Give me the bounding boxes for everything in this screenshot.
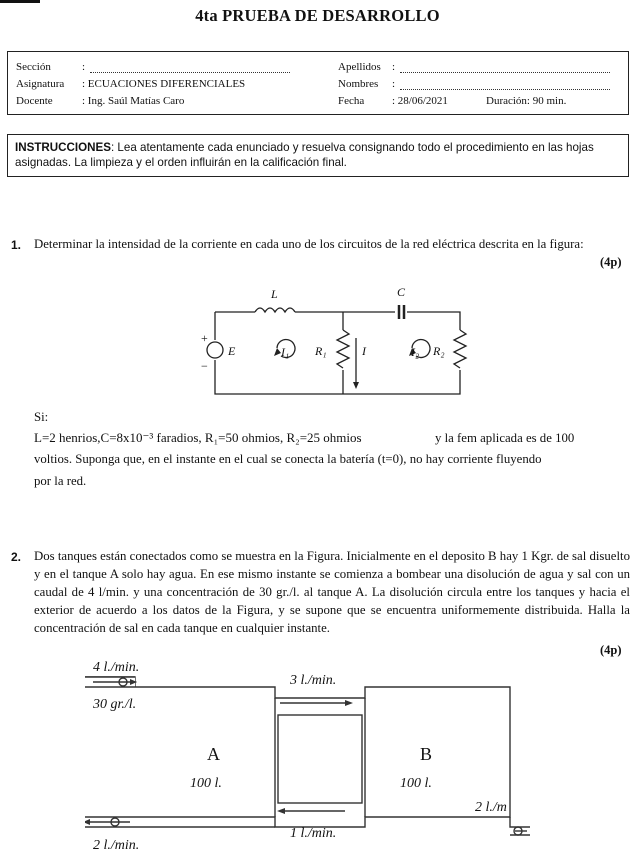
tank-a-vol: 100 l. — [190, 776, 222, 791]
docente-label: Docente — [16, 95, 53, 107]
seccion-field[interactable] — [90, 72, 290, 73]
instructions-heading: INSTRUCCIONES — [15, 141, 111, 154]
q1-math: L=2 henrios,C=8x10⁻³ faradios, R₁=50 ohmios, R₂=25 ohmios — [34, 430, 362, 445]
label-i2: I₂ — [411, 345, 420, 359]
header-rule — [0, 0, 40, 3]
seccion-label: Sección — [16, 61, 51, 73]
label-minus: − — [201, 359, 208, 373]
label-r2: R₂ — [433, 344, 445, 358]
q1-text: Determinar la intensidad de la corriente en cada uno de los circuitos de la red eléctrica descrita en la figura: — [34, 237, 584, 251]
tank-a — [85, 687, 510, 827]
inflow-conc: 30 gr./l. — [93, 697, 137, 712]
a-out-rate: 2 l./min. — [93, 838, 140, 853]
fecha-label: Fecha — [338, 95, 365, 107]
tank-b-label: B — [420, 744, 433, 764]
fecha-value: : 28/06/2021 — [392, 95, 448, 107]
tanks-diagram — [85, 655, 535, 862]
connector-box — [278, 715, 362, 803]
circuit-diagram — [195, 282, 470, 402]
q2-number: 2. — [11, 550, 22, 564]
label-e: E — [228, 344, 236, 358]
apellidos-label: Apellidos — [338, 61, 381, 73]
b-out-rate: 2 l./m — [475, 800, 507, 815]
page-title: 4ta PRUEBA DE DESARROLLO — [195, 6, 440, 25]
asignatura-label: Asignatura — [16, 78, 65, 90]
docente-value: : Ing. Saúl Matías Caro — [82, 95, 185, 107]
q1-si: Si: — [34, 410, 49, 424]
tank-a-label: A — [207, 744, 220, 764]
q1-points: (4p) — [600, 255, 622, 269]
q1-number: 1. — [11, 238, 22, 252]
student-info-box — [7, 51, 629, 115]
label-i: I — [362, 344, 366, 358]
q1-text-2: voltios. Suponga que, en el instante en el cual se conecta la batería (t=0), no hay corriente fluyendo — [34, 452, 542, 466]
r1-symbol — [337, 330, 349, 368]
r2-symbol — [454, 330, 466, 368]
tank-b-vol: 100 l. — [400, 776, 432, 791]
label-c: C — [397, 285, 406, 299]
apellidos-field[interactable] — [400, 72, 610, 73]
label-l: L — [271, 287, 278, 301]
q2-points: (4p) — [600, 643, 622, 657]
instructions-box — [7, 134, 629, 177]
seccion-value: : — [82, 61, 86, 73]
inflow-rate: 4 l./min. — [93, 660, 140, 675]
battery-symbol — [207, 342, 223, 358]
q2-text: Dos tanques están conectados como se muestra en la Figura. Inicialmente en el deposito B hay 1 Kgr. de sal disuelto y en el tanque A solo hay agua. En ese mismo instante se comienza a bombear una disolución de agua y sal con un caudal de 4 l/min. y una concentración de 30 gr./l. al tanque A. La disolución circula entre los tanques y hacia el exterior de acuerdo a los datos de la Figura, y se supone que se encuentra uniformemente distribuida. Halla la concentración de sal en cada tanque en cualquier instante. — [34, 549, 630, 635]
nombres-label: Nombres — [338, 78, 379, 90]
instructions-text: : Lea atentamente cada enunciado y resuelva consignando todo el procedimiento en las hojas asignadas. La limpieza y el orden influirán en la calificación final. — [15, 141, 594, 169]
apellidos-value: : — [392, 61, 396, 73]
label-i1: I₁ — [281, 345, 290, 359]
label-r1: R₁ — [315, 344, 327, 358]
duracion-value: Duración: 90 min. — [486, 95, 567, 107]
q1-text-3: por la red. — [34, 474, 87, 488]
b-to-a-rate: 1 l./min. — [290, 826, 337, 841]
asignatura-value: : ECUACIONES DIFERENCIALES — [82, 78, 246, 90]
q1-text-cont: y la fem aplicada es de 100 — [435, 431, 575, 445]
inductor-symbol — [255, 308, 295, 312]
label-plus: + — [201, 331, 208, 345]
nombres-value: : — [392, 78, 396, 90]
nombres-field[interactable] — [400, 89, 610, 90]
a-to-b-rate: 3 l./min. — [290, 673, 337, 688]
